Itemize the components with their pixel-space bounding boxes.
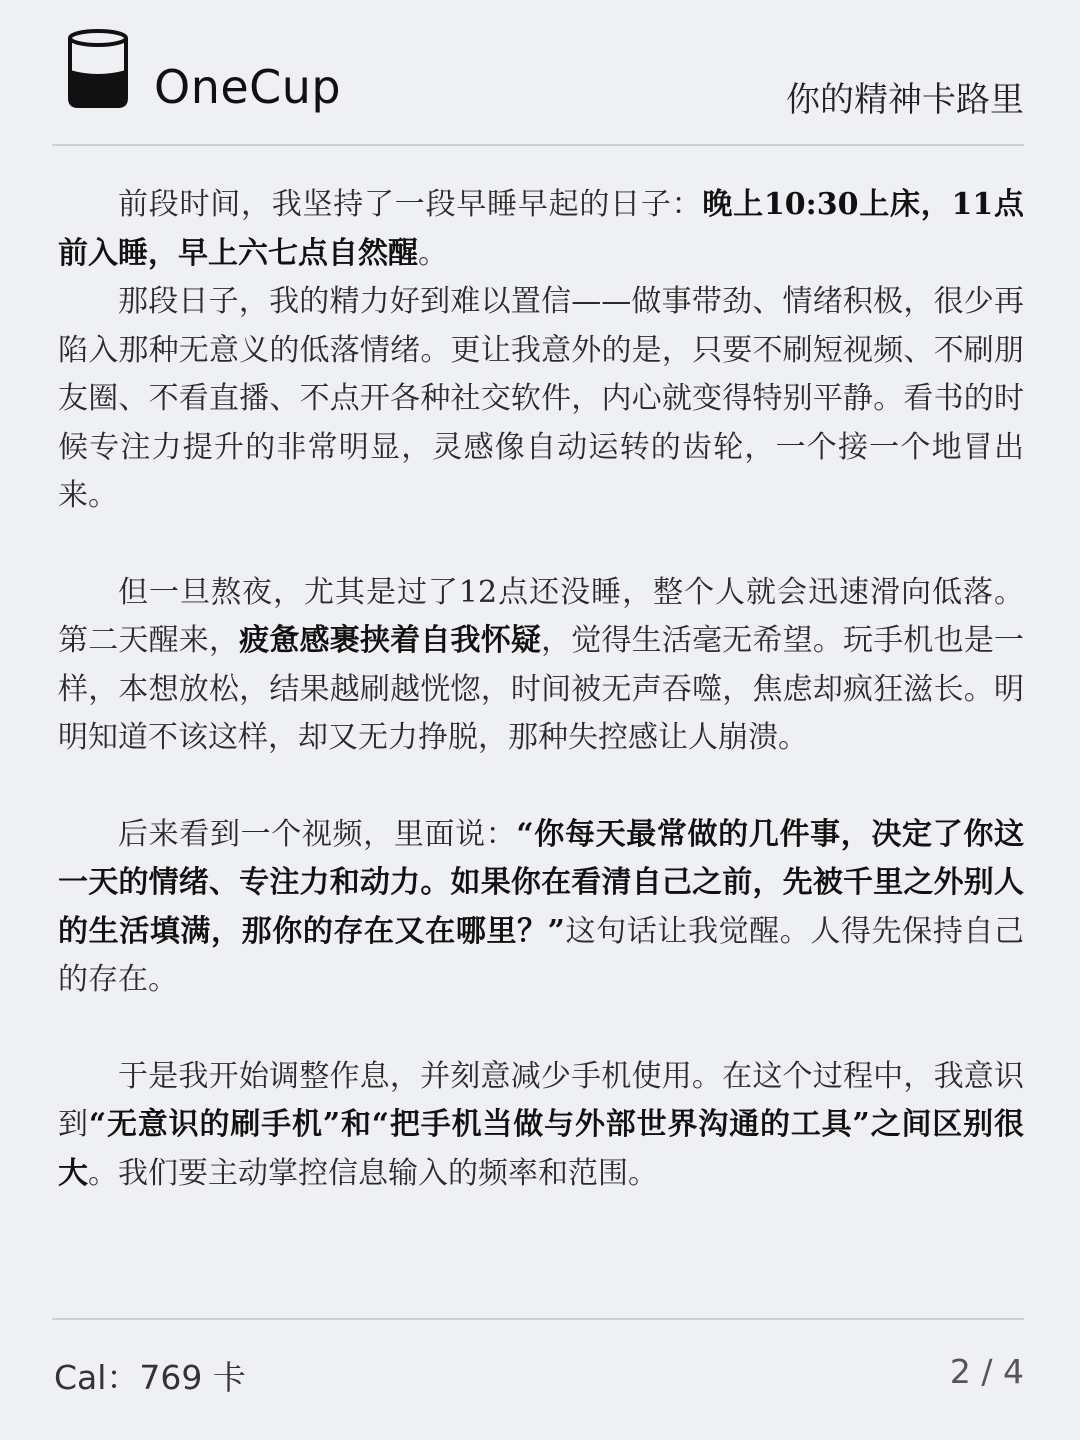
text-run: 于是我开始调整作息，并刻意减少手机使用。在这个过程中，我意识到 <box>58 1058 1024 1142</box>
text-run: 前段时间，我坚持了一段早睡早起的日子： <box>118 187 703 222</box>
paragraph <box>58 569 1024 763</box>
header-divider <box>52 144 1024 146</box>
page-indicator: 2 / 4 <box>949 1352 1024 1391</box>
cup-logo-icon <box>66 28 130 110</box>
header <box>56 28 1024 144</box>
text-run: 那段日子，我的精力好到难以置信——做事带劲、情绪积极，很少再陷入那种无意义的低落情绪。更让我意外的是，只要不刷短视频、不刷朋友圈、不看直播、不点开各种社交软件，内心就变得特别平静。看书的时候专注力提升的非常明显，灵感像自动运转的齿轮，一个接一个地冒出来。 <box>58 284 1024 513</box>
paragraph <box>58 1053 1024 1199</box>
brand-name: OneCup <box>154 60 342 114</box>
article-body <box>58 181 1024 1198</box>
text-run: 。我们要主动掌控信息输入的频率和范围。 <box>88 1155 658 1191</box>
emphasis-run: 疲惫感裹挟着自我怀疑 <box>239 623 542 658</box>
footer-divider <box>52 1318 1024 1320</box>
text-run: ，觉得生活毫无希望。玩手机也是一样，本想放松，结果越刷越恍惚，时间被无声吞噬，焦虑却疯狂滋长。明明知道不该这样，却又无力挣脱，那种失控感让人崩溃。 <box>58 623 1025 755</box>
text-run: 。 <box>418 235 448 271</box>
calorie-counter: Cal：769 卡 <box>54 1358 246 1397</box>
paragraph <box>58 181 1024 278</box>
emphasis-run: “无意识的刷手机”和“把手机当做与外部世界沟通的工具”之间区别很大 <box>58 1107 1024 1191</box>
paragraph <box>58 278 1024 521</box>
emphasis-run: “你每天最常做的几件事，决定了你这一天的情绪、专注力和动力。如果你在看清自己之前，先被千里之外别人的生活填满，那你的存在又在哪里？” <box>58 816 1024 949</box>
text-run: 但一旦熬夜，尤其是过了12点还没睡，整个人就会迅速滑向低落。第二天醒来， <box>58 574 1024 658</box>
text-run: 后来看到一个视频，里面说： <box>118 816 517 852</box>
text-run: 这句话让我觉醒。人得先保持自己的存在。 <box>58 913 1025 997</box>
brand-slogan: 你的精神卡路里 <box>786 80 1024 120</box>
paragraph <box>58 811 1024 1005</box>
emphasis-run: 晚上10:30上床，11点前入睡，早上六七点自然醒 <box>58 187 1024 271</box>
